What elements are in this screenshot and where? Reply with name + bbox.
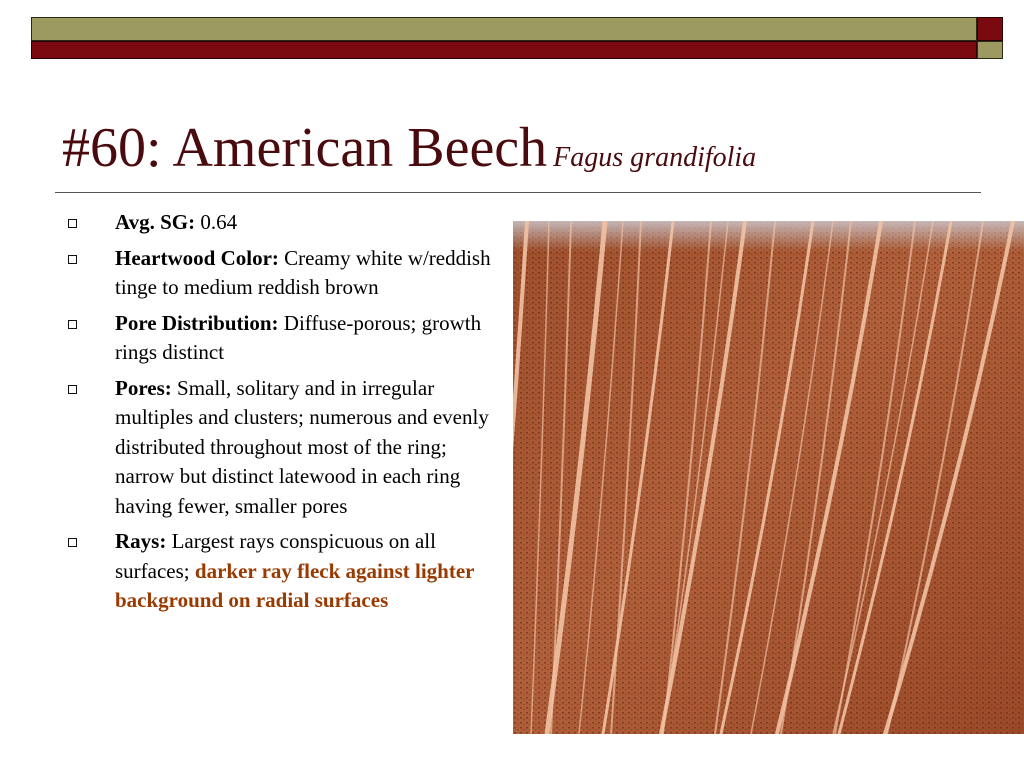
wood-grain-image: [513, 221, 1024, 734]
header-band-maroon: [31, 41, 977, 59]
bullet-item-avg-sg: [62, 208, 502, 238]
bullet-item-pore-distribution: [62, 309, 502, 368]
wood-cross-section-photo: [513, 221, 1024, 734]
title-divider: [55, 192, 981, 193]
square-bullet-icon: [68, 538, 77, 547]
square-bullet-icon: [68, 219, 77, 228]
bullet-text: 0.64: [195, 210, 238, 234]
bullet-label: Heartwood Color:: [115, 245, 279, 270]
bullet-item-rays: [62, 527, 502, 616]
title-scientific-name: Fagus grandifolia: [553, 142, 757, 173]
bullet-item-pores: [62, 374, 502, 522]
bullet-text: Small, solitary and in irregular multiples and clusters; numerous and evenly distributed throughout most of the ring; narrow but distinct latewood in each ring having fewer, smaller pores: [115, 375, 489, 518]
square-bullet-icon: [68, 255, 77, 264]
bullet-label: Avg. SG:: [115, 210, 196, 234]
bullet-text: Creamy white w/reddish tinge to medium reddish brown: [115, 245, 491, 299]
bullet-text: Diffuse-porous; growth rings distinct: [115, 310, 482, 364]
bullet-list: [62, 208, 502, 622]
bullet-label: Pore Distribution:: [115, 310, 279, 335]
header-corner-square-maroon: [977, 17, 1003, 41]
header-band-olive: [31, 17, 977, 41]
title-common-name: #60: American Beech: [62, 117, 548, 179]
square-bullet-icon: [68, 320, 77, 329]
header-corner-square-olive: [977, 41, 1003, 59]
bullet-label: Pores:: [115, 375, 172, 400]
slide-title: [62, 108, 982, 188]
bullet-label: Rays:: [115, 529, 167, 553]
bullet-emphasis-text: darker ray fleck against lighter background on radial surfaces: [115, 558, 475, 612]
square-bullet-icon: [68, 385, 77, 394]
bullet-text: Largest rays conspicuous on all surfaces;: [115, 529, 436, 583]
bullet-item-heartwood-color: [62, 244, 502, 303]
